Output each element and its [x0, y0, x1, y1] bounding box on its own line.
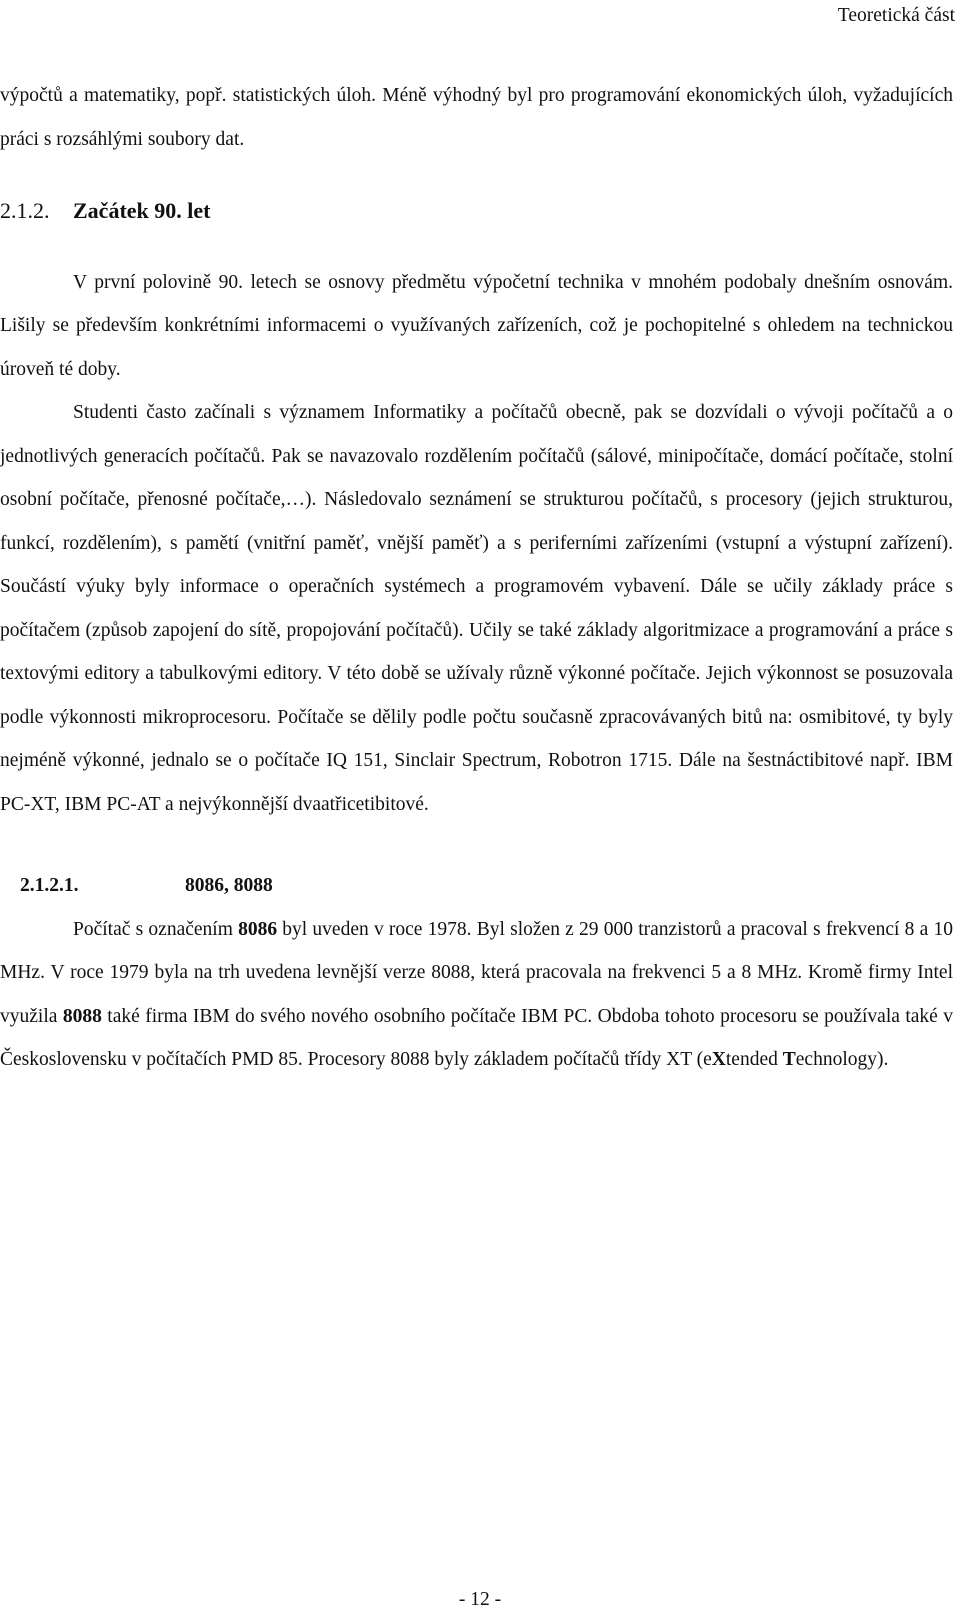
p4-bold-t: T — [782, 1049, 796, 1070]
page-content — [0, 74, 953, 1082]
page-number: - 12 - — [458, 1589, 502, 1610]
paragraph-1: výpočtů a matematiky, popř. statistických úloh. Méně výhodný byl pro programování ekonomických úloh, vyžadujících práci s rozsáhlými soubory dat. — [0, 85, 953, 150]
subsection-heading — [0, 864, 953, 908]
p4-bold-8086: 8086 — [238, 918, 278, 940]
paragraph-3: Studenti často začínali s významem Informatiky a počítačů obecně, pak se dozvídali o vývoji počítačů a o jednotlivých generacích počítačů. Pak se navazovalo rozdělením počítačů (sálové, minipočítače, domácí počítače, stolní osobní počítače, přenosné počítače,…). Následovalo seznámení se strukturou počítačů, s procesory (jejich strukturou, funkcí, rozdělením), s pamětí (vnitřní paměť, vnější paměť) a s periferními zařízeními (vstupní a výstupní zařízení). Součástí výuky byly informace o operačních systémech a programovém vybavení. Dále se učily základy práce s počítačem (způsob zapojení do sítě, propojování počítačů). Učily se také základy algoritmizace a programování a práce s textovými editory a tabulkovými editory. V této době se užívaly různě výkonné počítače. Jejich výkonnost se posuzovala podle výkonnosti mikroprocesoru. Počítače se dělily podle počtu současně zpracovávaných bitů na: osmibitové, ty byly nejméně výkonné, jednalo se o počítače IQ 151, Sinclair Spectrum, Robotron 1715. Dále na šestnáctibitové např. IBM PC-XT, IBM PC-AT a nejvýkonnější dvaatřicetibitové. — [0, 402, 953, 815]
section-heading — [0, 189, 953, 233]
section-title: Začátek 90. let — [73, 198, 211, 223]
running-header: Teoretická část — [837, 5, 955, 26]
paragraph-4 — [0, 908, 953, 1082]
p4-text-3: také firma IBM do svého nového osobního počítače IBM PC. Obdoba tohoto procesoru se používala také v Československu v počítačích PMD 85. Procesory 8088 byly základem počítačů třídy XT (e — [0, 1005, 953, 1070]
p4-bold-8088: 8088 — [62, 1005, 102, 1027]
p4-bold-x: X — [711, 1049, 726, 1070]
subsection-title: 8086, 8088 — [185, 875, 273, 896]
p4-text-5: echnology). — [795, 1049, 889, 1070]
section-number: 2.1.2. — [0, 198, 50, 223]
p4-text-4: tended — [725, 1049, 783, 1070]
paragraph-2: V první polovině 90. letech se osnovy předmětu výpočetní technika v mnohém podobaly dnešním osnovám. Lišily se především konkrétními informacemi o využívaných zařízeních, což je pochopitelné s ohledem na technickou úroveň té doby. — [0, 271, 953, 380]
subsection-number: 2.1.2.1. — [20, 875, 79, 896]
p4-text-1: Počítač s označením — [73, 918, 239, 940]
p4-text-2: byl uveden v roce 1978. Byl složen z 29 000 tranzistorů a pracoval s frekvencí 8 a 10 MHz. V roce 1979 byla na trh uvedena levnější verze 8088, která pracovala na frekvenci 5 a 8 MHz. Kromě firmy Intel využila — [0, 918, 953, 1027]
